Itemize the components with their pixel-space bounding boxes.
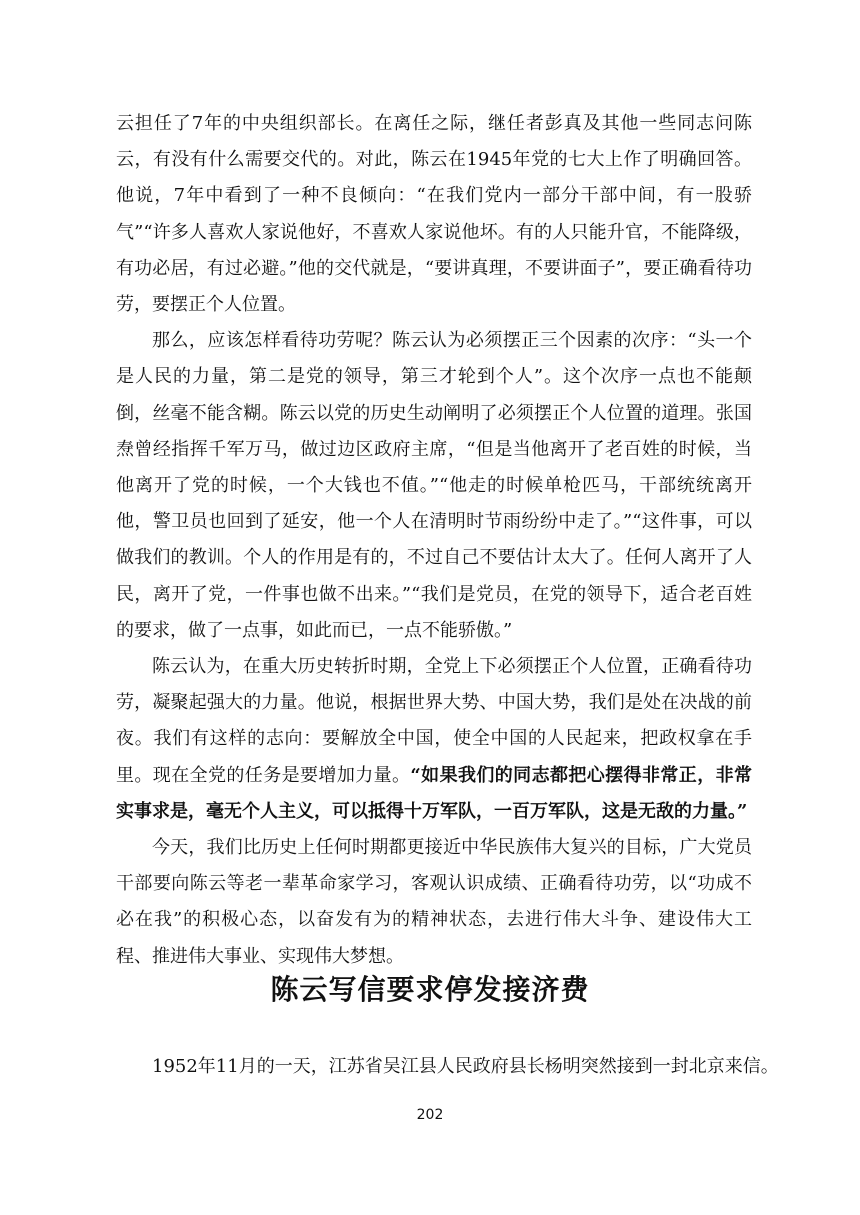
paragraph-4: 今天，我们比历史上任何时期都更接近中华民族伟大复兴的目标，广大党员干部要向陈云等老一辈革命家学习，客观认识成绩、正确看待功劳，以“功成不必在我”的积极心态，以奋发有为的精神状态，去进行伟大斗争、建设伟大工程、推进伟大事业、实现伟大梦想。 <box>116 837 752 967</box>
page-number: 202 <box>416 1107 444 1123</box>
paragraph-2: 那么，应该怎样看待功劳呢？陈云认为必须摆正三个因素的次序：“头一个是人民的力量，第二是党的领导，第三才轮到个人”。这个次序一点也不能颠倒，丝毫不能含糊。陈云以党的历史生动阐明了必须摆正个人位置的道理。张国焘曾经指挥千军万马，做过边区政府主席，“但是当他离开了老百姓的时候，当他离开了党的时候，一个大钱也不值。”“他走的时候单枪匹马，干部统统离开他，警卫员也回到了延安，他一个人在清明时节雨纷纷中走了。”“这件事，可以做我们的教训。个人的作用是有的，不过自己不要估计太大了。任何人离开了人民，离开了党，一件事也做不出来。”“我们是党员，在党的领导下，适合老百姓的要求，做了一点事，如此而已，一点不能骄傲。” <box>116 330 752 641</box>
paragraph-1: 云担任了7年的中央组织部长。在离任之际，继任者彭真及其他一些同志问陈云，有没有什么需要交代的。对此，陈云在1945年党的七大上作了明确回答。他说，7年中看到了一种不良倾向：“在我们党内一部分干部中间，有一股骄气”“许多人喜欢人家说他好，不喜欢人家说他坏。有的人只能升官，不能降级，有功必居，有过必避。”他的交代就是，“要讲真理，不要讲面子”，要正确看待功劳，要摆正个人位置。 <box>116 113 752 316</box>
paragraph-3-text: 陈云认为，在重大历史转折时期，全党上下必须摆正个人位置，正确看待功劳，凝聚起强大的力量。他说，根据世界大势、中国大势，我们是处在决战的前夜。我们有这样的志向：要解放全中国，使全中国的人民起来，把政权拿在手里。现在全党的任务是要增加力量。 <box>116 656 752 786</box>
paragraph-3-bold-quote: “如果我们的同志都把心摆得非常正，非常实事求是，毫无个人主义，可以抵得十万军队，一百万军队，这是无敌的力量。” <box>116 764 752 822</box>
section-title: 陈云写信要求停发接济费 <box>270 973 590 1006</box>
section-first-paragraph: 1952年11月的一天，江苏省吴江县人民政府县长杨明突然接到一封北京来信。 <box>152 1056 779 1077</box>
article-body <box>116 106 752 975</box>
paragraph-3 <box>116 649 752 830</box>
